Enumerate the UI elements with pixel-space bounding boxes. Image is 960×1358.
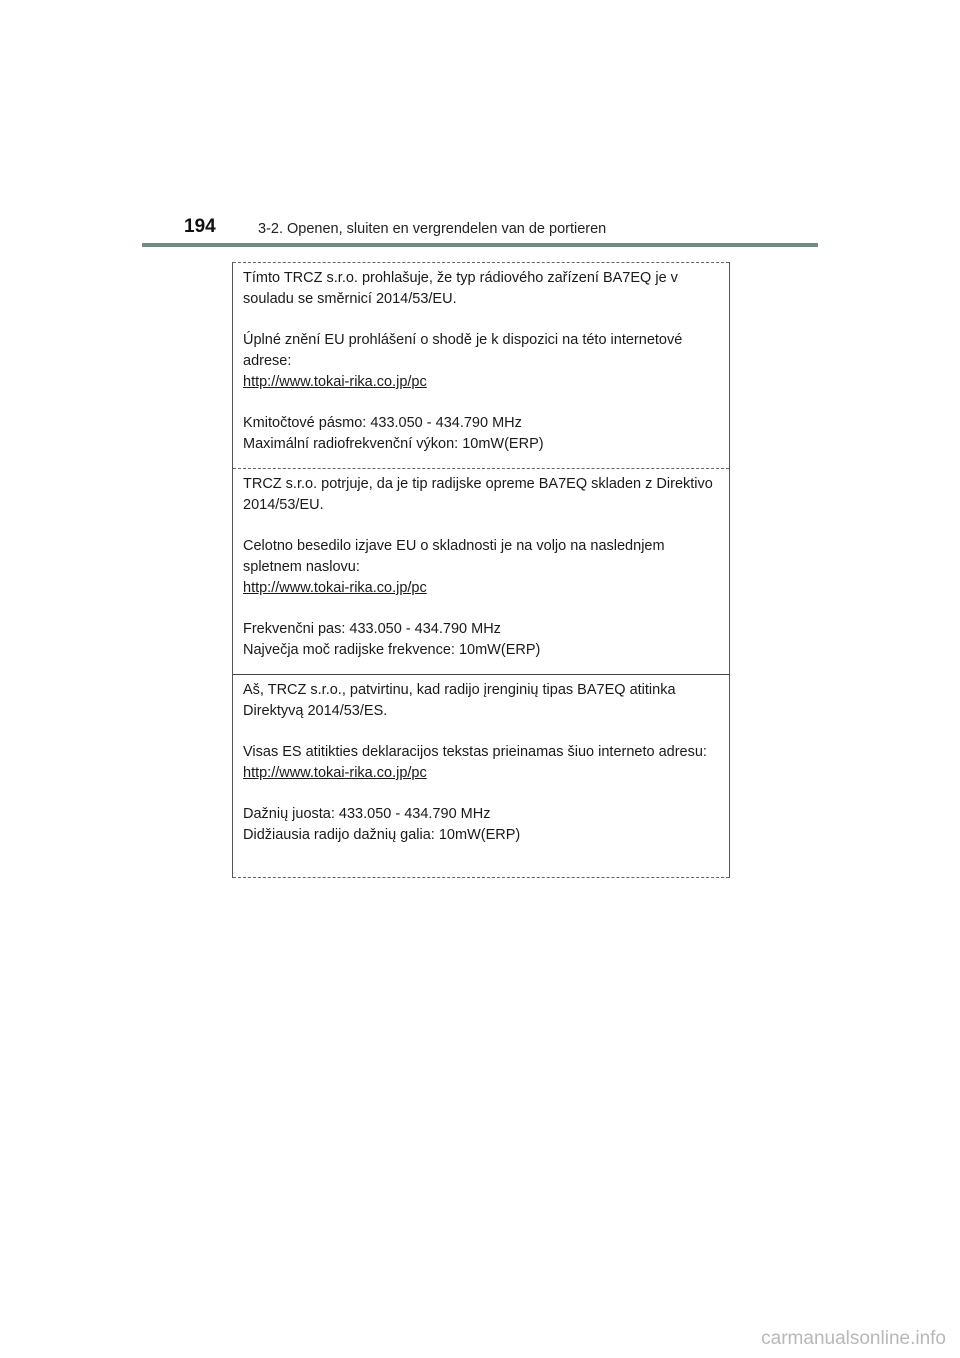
section-title: 3-2. Openen, sluiten en vergrendelen van de portieren (258, 221, 607, 237)
declaration-box (232, 262, 730, 878)
divider-slovenian-lithuanian (233, 674, 729, 675)
declaration-slovenian (233, 474, 729, 661)
declaration-lithuanian (233, 680, 729, 846)
czech-frequency-band: Kmitočtové pásmo: 433.050 - 434.790 MHz (243, 415, 522, 431)
watermark-text: carmanualsonline.info (761, 1328, 946, 1349)
lithuanian-frequency-band: Dažnių juosta: 433.050 - 434.790 MHz (243, 806, 491, 822)
lithuanian-max-power: Didžiausia radijo dažnių galia: 10mW(ERP) (243, 827, 521, 843)
czech-url-link[interactable]: http://www.tokai-rika.co.jp/pc (243, 374, 427, 390)
slovenian-statement: TRCZ s.r.o. potrjuje, da je tip radijske opreme BA7EQ skladen z Direktivo 2014/53/EU. (243, 476, 713, 513)
header-rule (142, 243, 818, 247)
czech-max-power: Maximální radiofrekvenční výkon: 10mW(ERP) (243, 436, 544, 452)
lithuanian-statement: Aš, TRCZ s.r.o., patvirtinu, kad radijo įrenginių tipas BA7EQ atitinka Direktyvą 2014/53/ES. (243, 682, 676, 719)
declaration-czech (233, 268, 729, 455)
czech-full-text-note: Úplné znění EU prohlášení o shodě je k dispozici na této internetové adrese: (243, 332, 683, 369)
slovenian-full-text-note: Celotno besedilo izjave EU o skladnosti je na voljo na naslednjem spletnem naslovu: (243, 538, 665, 575)
slovenian-max-power: Največja moč radijske frekvence: 10mW(ERP) (243, 642, 541, 658)
slovenian-url-link[interactable]: http://www.tokai-rika.co.jp/pc (243, 580, 427, 596)
divider-bottom (233, 877, 729, 878)
divider-czech-slovenian (233, 468, 729, 469)
lithuanian-full-text-note: Visas ES atitikties deklaracijos tekstas prieinamas šiuo interneto adresu: (243, 744, 707, 760)
page-number: 194 (184, 216, 216, 237)
divider-top (233, 262, 729, 263)
lithuanian-url-link[interactable]: http://www.tokai-rika.co.jp/pc (243, 765, 427, 781)
slovenian-frequency-band: Frekvenčni pas: 433.050 - 434.790 MHz (243, 621, 501, 637)
czech-statement: Tímto TRCZ s.r.o. prohlašuje, že typ rádiového zařízení BA7EQ je v souladu se směrnicí 2014/53/EU. (243, 270, 678, 307)
